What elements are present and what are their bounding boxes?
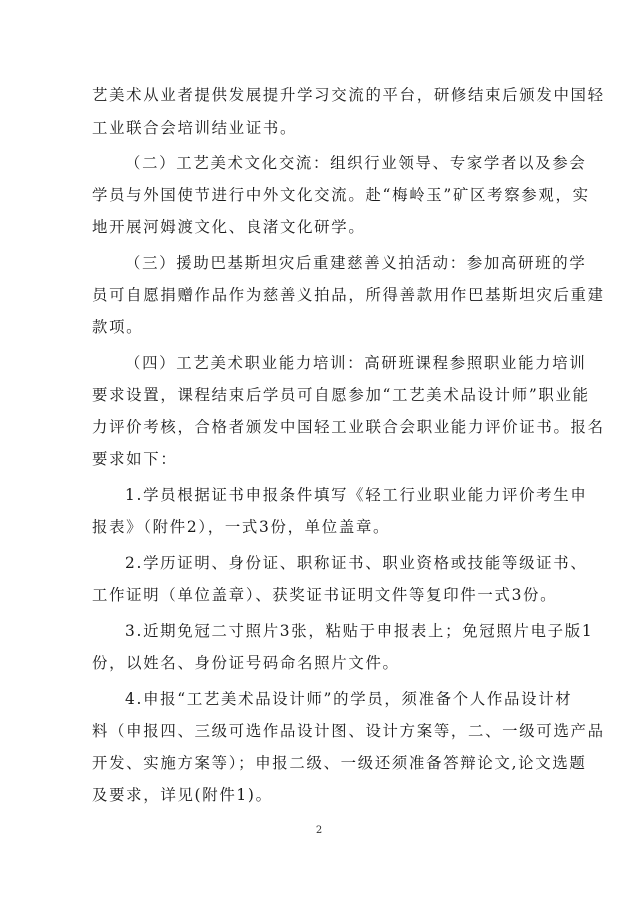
paragraph-heading-line: （四）工艺美术职业能力培训：高研班课程参照职业能力培训 [125, 354, 587, 372]
list-item-line: 1.学员根据证书申报条件填写《轻工行业职业能力评价考生申 [125, 486, 588, 504]
text-line: 力评价考核，合格者颁发中国轻工业联合会职业能力评价证书。报名 [92, 418, 605, 436]
text-line: 工作证明（单位盖章）、获奖证书证明文件等复印件一式3份。 [92, 586, 558, 604]
paragraph-heading-line: （二）工艺美术文化交流：组织行业领导、专家学者以及参会 [125, 154, 587, 172]
text-line: 报表》（附件2），一式3份，单位盖章。 [92, 518, 391, 536]
list-item-line: 2.学历证明、身份证、职称证书、职业资格或技能等级证书、 [125, 554, 588, 572]
text-line: 款项。 [92, 318, 144, 336]
paragraph-heading-line: （三）援助巴基斯坦灾后重建慈善义拍活动：参加高研班的学 [125, 254, 587, 272]
text-line: 员可自愿捐赠作品作为慈善义拍品，所得善款用作巴基斯坦灾后重建 [92, 286, 605, 304]
text-line: 要求设置，课程结束后学员可自愿参加“工艺美术品设计师”职业能 [92, 386, 590, 404]
text-line: 学员与外国使节进行中外文化交流。赴“梅岭玉”矿区考察参观，实 [92, 186, 590, 204]
text-line: 艺美术从业者提供发展提升学习交流的平台，研修结束后颁发中国轻 [92, 86, 605, 104]
text-line: 地开展河姆渡文化、良渚文化研学。 [92, 218, 366, 236]
text-line: 份，以姓名、身份证号码命名照片文件。 [92, 654, 400, 672]
page-number: 2 [315, 825, 323, 836]
text-line: 工业联合会培训结业证书。 [92, 119, 298, 137]
list-item-line: 3.近期免冠二寸照片3张，粘贴于申报表上；免冠照片电子版1 [125, 622, 594, 640]
text-line: 料（申报四、三级可选作品设计图、设计方案等，二、一级可选产品 [92, 722, 605, 740]
list-item-line: 4.申报“工艺美术品设计师”的学员，须准备个人作品设计材 [125, 690, 573, 708]
text-line: 要求如下： [92, 450, 178, 468]
text-line: 开发、实施方案等）；申报二级、一级还须准备答辩论文,论文选题 [92, 754, 587, 772]
text-line: 及要求，详见(附件1)。 [92, 786, 273, 804]
